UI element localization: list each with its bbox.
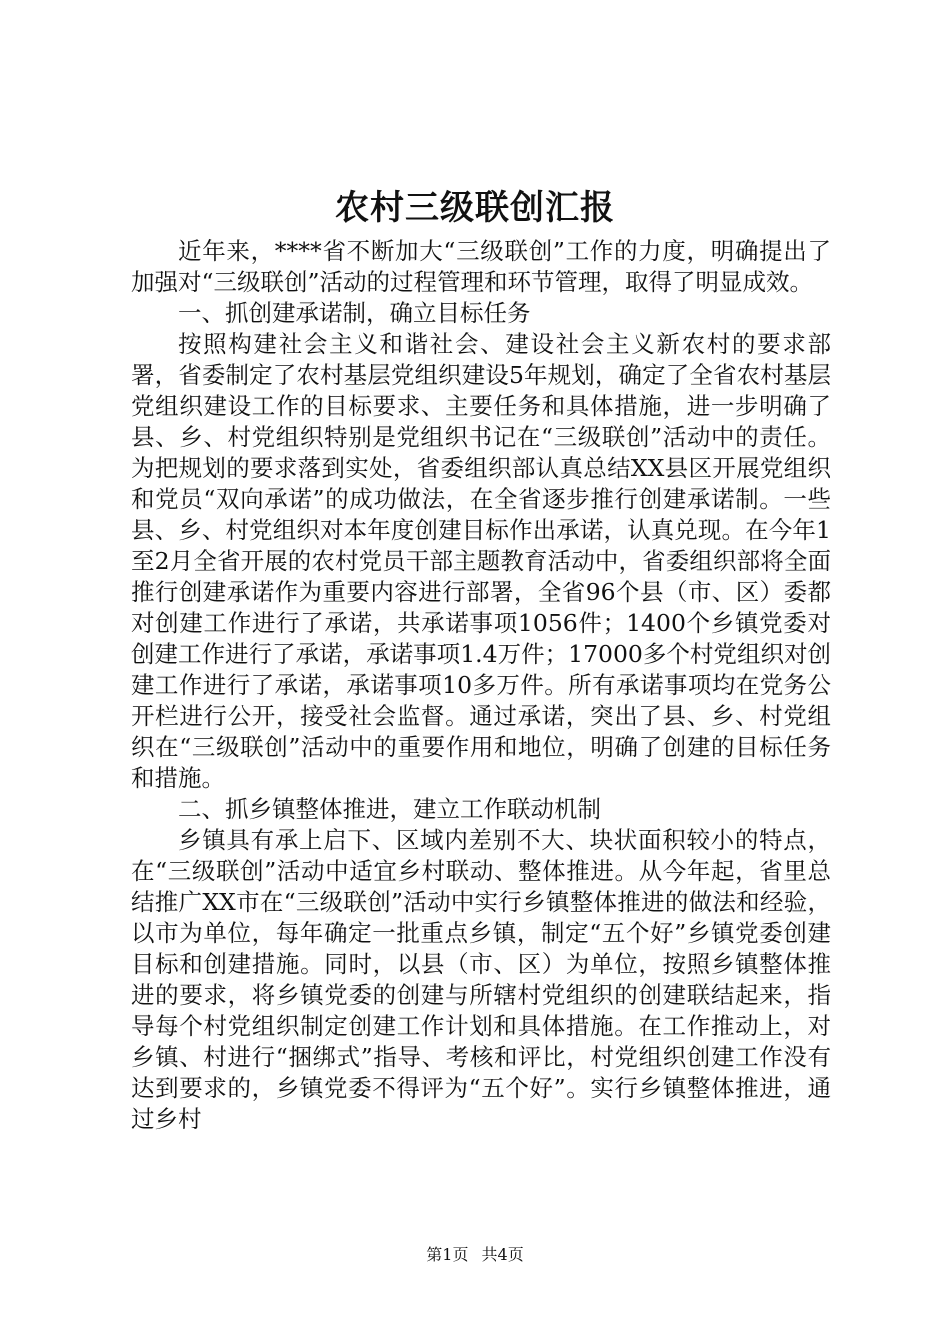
page-number: 第1页 [426,1245,469,1264]
page-total: 共4页 [481,1245,524,1264]
section-heading-2: 二、抓乡镇整体推进，建立工作联动机制 [178,795,601,823]
document-title: 农村三级联创汇报 [335,188,615,228]
document-body [131,236,831,1135]
section-heading-1: 一、抓创建承诺制，确立目标任务 [178,299,531,327]
page-footer [0,1244,950,1266]
paragraph-section-1: 按照构建社会主义和谐社会、建设社会主义新农村的要求部署，省委制定了农村基层党组织建设5年规划，确定了全省农村基层党组织建设工作的目标要求、主要任务和具体措施，进一步明确了县、乡、村党组织特别是党组织书记在“三级联创”活动中的责任。为把规划的要求落到实处，省委组织部认真总结XX县区开展党组织和党员“双向承诺”的成功做法，在全省逐步推行创建承诺制。一些县、乡、村党组织对本年度创建目标作出承诺，认真兑现。在今年1至2月全省开展的农村党员干部主题教育活动中，省委组织部将全面推行创建承诺作为重要内容进行部署，全省96个县（市、区）委都对创建工作进行了承诺，共承诺事项1056件；1400个乡镇党委对创建工作进行了承诺，承诺事项1.4万件；17000多个村党组织对创建工作进行了承诺，承诺事项10多万件。所有承诺事项均在党务公开栏进行公开，接受社会监督。通过承诺，突出了县、乡、村党组织在“三级联创”活动中的重要作用和地位，明确了创建的目标任务和措施。 [131,330,831,792]
paragraph-section-2: 乡镇具有承上启下、区域内差别不大、块状面积较小的特点，在“三级联创”活动中适宜乡村联动、整体推进。从今年起，省里总结推广XX市在“三级联创”活动中实行乡镇整体推进的做法和经验，以市为单位，每年确定一批重点乡镇，制定“五个好”乡镇党委创建目标和创建措施。同时，以县（市、区）为单位，按照乡镇整体推进的要求，将乡镇党委的创建与所辖村党组织的创建联结起来，指导每个村党组织制定创建工作计划和具体措施。在工作推动上，对乡镇、村进行“捆绑式”指导、考核和评比，村党组织创建工作没有达到要求的，乡镇党委不得评为“五个好”。实行乡镇整体推进，通过乡村 [131,826,831,1133]
paragraph-intro: 近年来，****省不断加大“三级联创”工作的力度，明确提出了加强对“三级联创”活动的过程管理和环节管理，取得了明显成效。 [131,237,831,296]
